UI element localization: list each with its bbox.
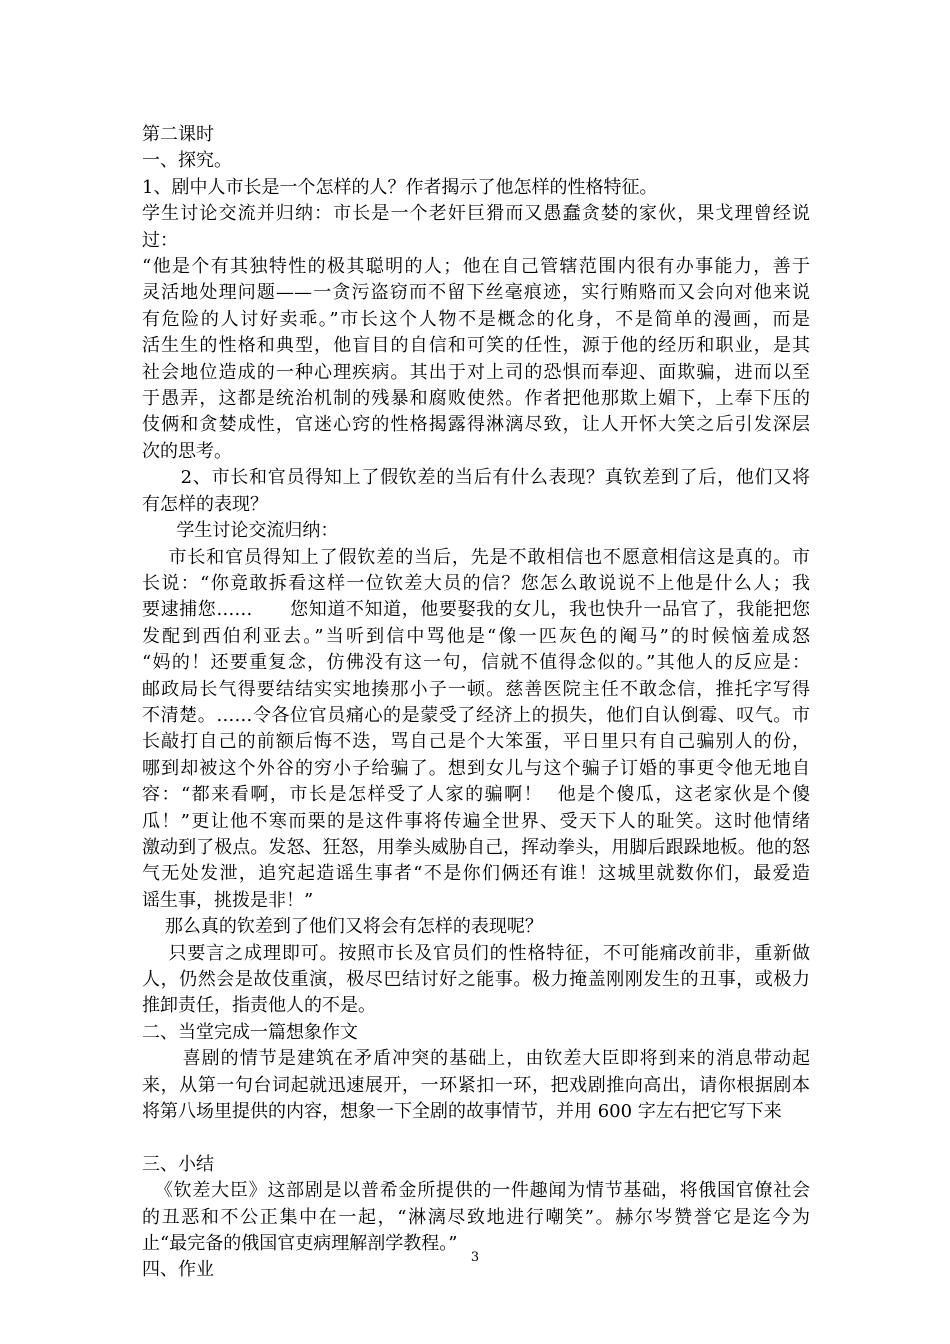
text-line: 1、剧中人市长是一个怎样的人？作者揭示了他怎样的性格特征。 <box>142 176 658 198</box>
text-line: 长敲打自己的前额后悔不迭，骂自己是个大笨蛋，平日里只有自己骗别人的份， <box>142 731 810 753</box>
text-line: 人，仍然会是故伎重演，极尽巴结讨好之能事。极力掩盖刚刚发生的丑事，或极力 <box>142 969 810 990</box>
text-line: 容：“都来看啊，市长是怎样受了人家的骗啊！ 他是个傻瓜，这老家伙是个傻 <box>142 784 810 806</box>
text-line: 三、小结 <box>142 1153 214 1175</box>
text-line: “他是个有其独特性的极其聪明的人；他在自己管辖范围内很有办事能力，善于 <box>142 256 810 278</box>
blank-line <box>142 1125 810 1151</box>
text-line: 2、市长和官员得知上了假钦差的当后有什么表现？真钦差到了后，他们又将 <box>142 467 810 489</box>
text-line: 瓜！”更让他不寒而栗的是这件事将传遍全世界、受天下人的耻笑。这时他情绪 <box>142 810 810 832</box>
text-line: 止“最完备的俄国官吏病理解剖学教程。” <box>142 1233 458 1255</box>
text-line: 于愚弄，这都是统治机制的残暴和腐败使然。作者把他那欺上媚下，上奉下压的 <box>142 388 810 410</box>
text-line: 《钦差大臣》这部剧是以普希金所提供的一件趣闻为情节基础，将俄国官僚社会 <box>142 1180 810 1202</box>
text-line: 一、探究。 <box>142 150 232 172</box>
text-line: 有危险的人讨好卖乖。”市长这个人物不是概念的化身，不是简单的漫画，而是 <box>142 308 810 330</box>
text-line: 气无处发泄，追究起造谣生事者“不是你们俩还有谁！这城里就数你们，最爱造 <box>142 863 810 885</box>
text-line: 不清楚。……令各位官员痛心的是蒙受了经济上的损失，他们自认倒霉、叹气。市 <box>142 704 810 726</box>
text-line: 过： <box>142 229 178 251</box>
text-line: 第二课时 <box>142 124 214 145</box>
document-body <box>142 122 810 1284</box>
text-line: 灵活地处理问题——一贪污盗窃而不留下丝毫痕迹，实行贿赂而又会向对他来说 <box>142 282 810 304</box>
text-line: 学生讨论交流归纳： <box>142 520 339 542</box>
text-line: “妈的！还要重复念，仿佛没有这一句，信就不值得念似的。”其他人的反应是： <box>142 652 810 674</box>
text-line: 次的思考。 <box>142 440 232 462</box>
text-line: 活生生的性格和典型，他盲目的自信和可笑的任性，源于他的经历和职业，是其 <box>142 335 810 357</box>
text-line: 激动到了极点。发怒、狂怒，用拳头威胁自己，挥动拳头，用脚后跟跺地板。他的怒 <box>142 836 810 858</box>
text-line: 要逮捕您…… 您知道不知道，他要娶我的女儿，我也快升一品官了，我能把您 <box>142 599 810 621</box>
text-line: 将第八场里提供的内容，想象一下全剧的故事情节，并用 600 字左右把它写下来 <box>142 1101 782 1123</box>
text-line: 二、当堂完成一篇想象作文 <box>142 1021 358 1043</box>
text-line: 长说：“你竟敢拆看这样一位钦差大员的信？您怎么敢说说不上他是什么人；我 <box>142 572 810 594</box>
text-line: 社会地位造成的一种心理疾病。其出于对上司的恐惧而奉迎、面欺骗，进而以至 <box>142 361 810 383</box>
text-line: 学生讨论交流并归纳：市长是一个老奸巨猾而又愚蠢贪婪的家伙，果戈理曾经说 <box>142 203 810 225</box>
text-line: 来，从第一句台词起就迅速展开，一环紧扣一环，把戏剧推向高出，请你根据剧本 <box>142 1074 810 1096</box>
text-line: 谣生事，挑拨是非！” <box>142 889 314 911</box>
text-line: 只要言之成理即可。按照市长及官员们的性格特征，不可能痛改前非，重新做 <box>142 942 810 964</box>
text-line: 市长和官员得知上了假钦差的当后，先是不敢相信也不愿意相信这是真的。市 <box>142 546 810 568</box>
page-number: 3 <box>470 1250 480 1265</box>
text-line: 那么真的钦差到了他们又将会有怎样的表现呢？ <box>142 916 543 938</box>
text-line: 邮政局长气得要结结实实地揍那小子一顿。慈善医院主任不敢念信，推托字写得 <box>142 678 810 700</box>
text-line: 发配到西伯利亚去。”当听到信中骂他是“像一匹灰色的阉马”的时候恼羞成怒 <box>142 625 810 647</box>
text-line: 四、作业 <box>142 1259 214 1281</box>
text-line: 哪到却被这个外谷的穷小子给骗了。想到女儿与这个骗子订婚的事更令他无地自 <box>142 757 810 779</box>
text-line: 喜剧的情节是建筑在矛盾冲突的基础上，由钦差大臣即将到来的消息带动起 <box>142 1048 810 1070</box>
text-line: 伎俩和贪婪成性，官迷心窍的性格揭露得淋漓尽致，让人开怀大笑之后引发深层 <box>142 414 810 436</box>
text-line: 有怎样的表现？ <box>142 493 268 515</box>
text-line: 推卸责任，指责他人的不是。 <box>142 995 376 1017</box>
text-line: 的丑恶和不公正集中在一起，“淋漓尽致地进行嘲笑”。赫尔岑赞誉它是迄今为 <box>142 1206 810 1228</box>
